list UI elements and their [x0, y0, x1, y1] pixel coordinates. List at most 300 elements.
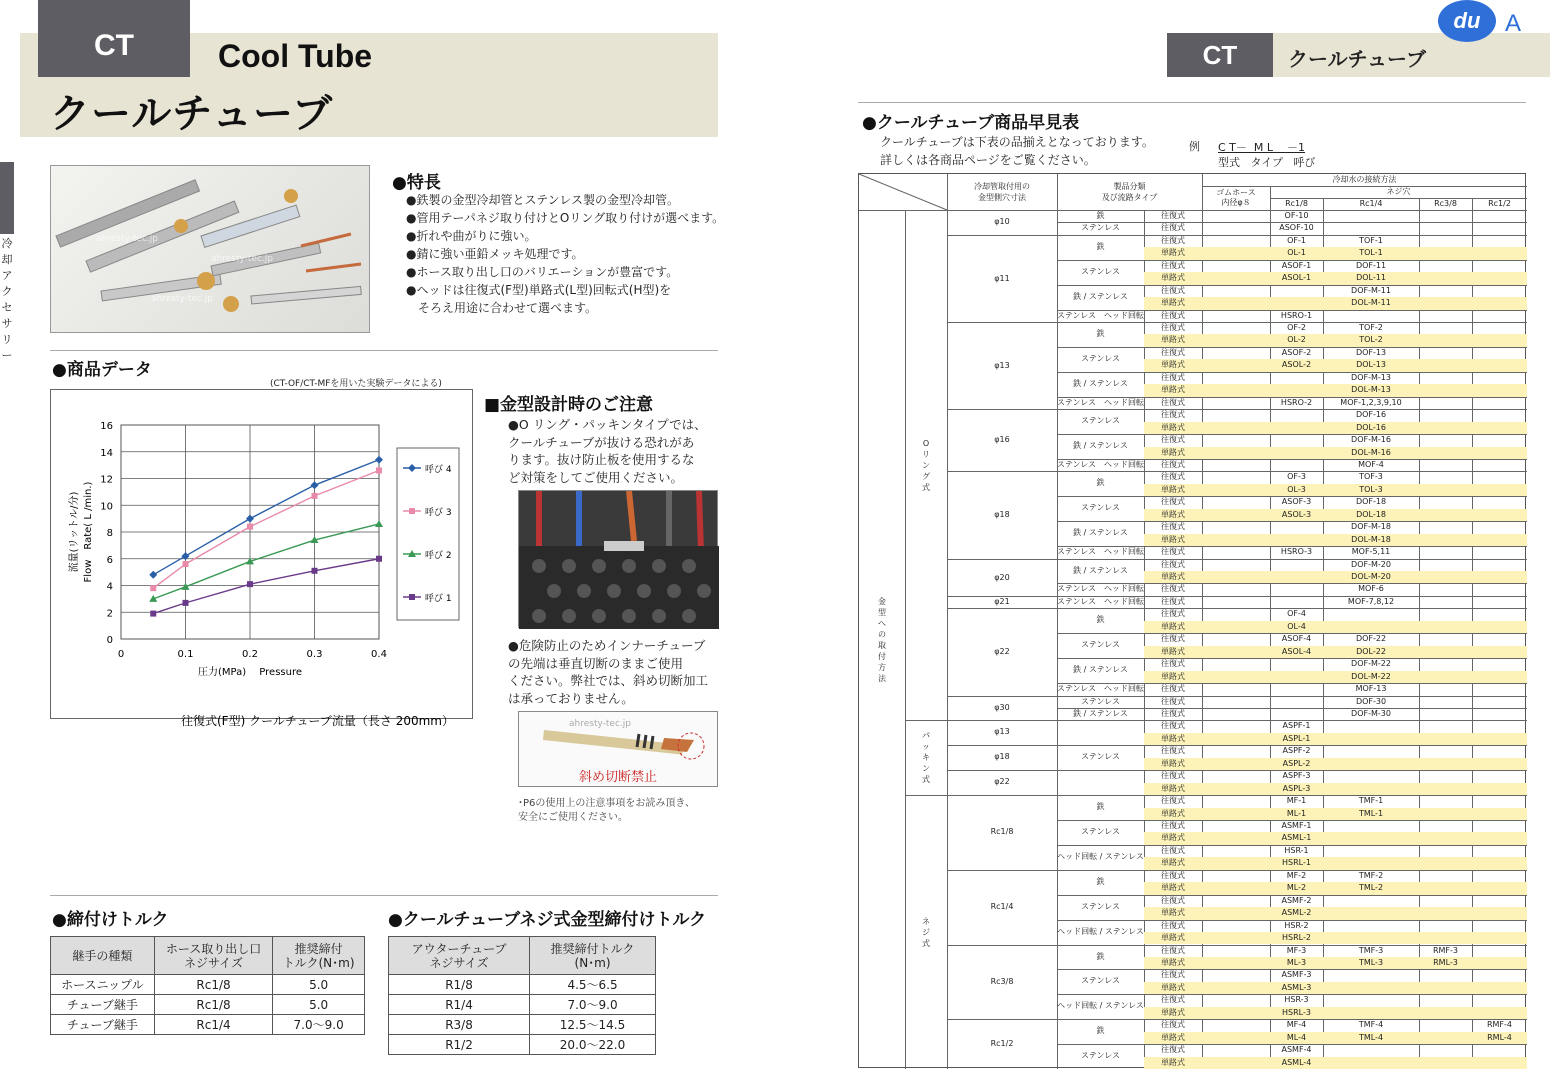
header-screw: ネジ穴	[1386, 187, 1411, 196]
product-code	[1323, 733, 1419, 745]
product-code: ML-2	[1270, 882, 1323, 894]
product-code	[1472, 596, 1527, 608]
product-code	[1472, 882, 1527, 894]
product-code	[1419, 359, 1472, 371]
product-code	[1202, 720, 1270, 732]
product-code: TOL-1	[1323, 247, 1419, 259]
product-code	[1472, 820, 1527, 832]
product-code	[1419, 720, 1472, 732]
product-code	[1202, 509, 1270, 521]
product-category: 鉄 / ステンレス	[1073, 708, 1128, 718]
product-code	[1419, 260, 1472, 272]
product-code: HSRO-1	[1280, 310, 1313, 320]
product-code	[1419, 334, 1472, 346]
data-point	[376, 556, 382, 562]
product-code	[1202, 820, 1270, 832]
product-code	[1419, 596, 1472, 608]
product-code	[1202, 285, 1270, 297]
product-category: ステンレス	[1081, 976, 1120, 986]
product-code: DOF-11	[1355, 260, 1387, 270]
product-code	[1202, 982, 1270, 994]
product-code: ASOF-1	[1281, 260, 1312, 270]
product-code	[1419, 422, 1472, 434]
group-outer: 金 型 へ の 取 付 方 法	[878, 596, 886, 683]
table-cell: R3/8	[389, 1015, 530, 1035]
product-code	[1202, 733, 1270, 745]
flow-type: 単路式	[1144, 671, 1202, 683]
product-code	[1472, 521, 1527, 533]
product-code	[1270, 384, 1323, 396]
product-code: OF-2	[1287, 323, 1306, 333]
product-code	[1323, 895, 1419, 907]
feature-item: ●ヘッドは往復式(F型)単路式(L型)回転式(H型)を	[406, 283, 672, 297]
product-code	[1419, 1057, 1472, 1069]
header-c2: Rc1/4	[1359, 199, 1383, 208]
product-code	[1472, 559, 1527, 571]
product-code: ASOF-10	[1279, 223, 1314, 233]
product-code	[1472, 297, 1527, 309]
product-code	[1472, 459, 1527, 471]
y-tick-label: 12	[100, 474, 113, 486]
product-code	[1472, 247, 1527, 259]
product-code	[1323, 222, 1419, 234]
data-note: (CT-OF/CT-MFを用いた実験データによる)	[270, 379, 442, 389]
product-code: MOF-13	[1355, 684, 1387, 694]
product-code	[1202, 359, 1270, 371]
product-code: DOF-M-22	[1351, 659, 1391, 669]
product-code	[1419, 484, 1472, 496]
product-code	[1472, 285, 1527, 297]
product-code: TML-3	[1323, 957, 1419, 969]
x-tick-label: 0.1	[177, 649, 194, 660]
table-cell: 7.0～9.0	[530, 995, 656, 1015]
product-code: ASPF-3	[1282, 771, 1311, 781]
hole-size: φ11	[994, 273, 1010, 283]
product-category: 鉄	[1096, 802, 1105, 812]
torque-table	[50, 936, 365, 1035]
product-code	[1472, 708, 1527, 720]
side-tab	[0, 162, 14, 234]
product-code	[1202, 957, 1270, 969]
product-code	[1419, 247, 1472, 259]
flow-type: 往復式	[1161, 347, 1185, 357]
product-code	[1472, 471, 1527, 483]
screw-torque-table	[388, 936, 656, 1055]
product-code	[1202, 484, 1270, 496]
product-code	[1202, 633, 1270, 645]
product-code: HSR-1	[1284, 845, 1309, 855]
product-code	[1202, 272, 1270, 284]
product-code: DOL-M-20	[1323, 571, 1419, 583]
product-code: HSR-2	[1284, 920, 1309, 930]
flow-type: 単路式	[1144, 907, 1202, 919]
product-code: DOF-13	[1355, 347, 1387, 357]
product-code	[1472, 571, 1527, 583]
product-code	[1419, 646, 1472, 658]
product-code: TOL-2	[1323, 334, 1419, 346]
product-code	[1419, 671, 1472, 683]
table-cell: 5.0	[273, 975, 365, 995]
du-app-icon[interactable]: du	[1438, 0, 1496, 42]
hole-size: φ16	[994, 435, 1010, 445]
flow-type: 往復式	[1161, 708, 1185, 718]
screw-torque-heading: ●クールチューブネジ式金型締付けトルク	[388, 910, 707, 930]
data-point	[150, 611, 156, 617]
product-code	[1472, 870, 1527, 882]
product-code	[1419, 982, 1472, 994]
caution-line: クールチューブが抜ける恐れがあ	[508, 434, 695, 450]
product-code	[1472, 733, 1527, 745]
product-code	[1472, 310, 1527, 322]
product-code	[1202, 534, 1270, 546]
product-code	[1270, 571, 1323, 583]
table-cell: ホースニップル	[51, 975, 155, 995]
flow-type: 単路式	[1144, 297, 1202, 309]
table-row	[389, 1035, 656, 1055]
hole-size: φ18	[994, 752, 1010, 762]
product-code	[1202, 646, 1270, 658]
product-category: 鉄	[1096, 478, 1105, 488]
product-code: HSRO-3	[1280, 547, 1313, 557]
product-code	[1472, 783, 1527, 795]
product-code	[1202, 334, 1270, 346]
flow-type: 単路式	[1144, 932, 1202, 944]
product-code	[1419, 969, 1472, 981]
flow-type: 単路式	[1144, 571, 1202, 583]
data-point	[183, 561, 189, 567]
translate-a-icon[interactable]: A	[1505, 10, 1522, 37]
feature-item: ●錆に強い亜鉛メッキ処理です。	[406, 247, 584, 261]
product-code	[1472, 409, 1527, 421]
product-code	[1419, 633, 1472, 645]
product-code	[1472, 720, 1527, 732]
product-code	[1323, 907, 1419, 919]
product-code: TMF-4	[1358, 1020, 1384, 1030]
flow-type: 往復式	[1161, 870, 1185, 880]
product-code	[1202, 945, 1270, 957]
caution-line: ります。抜け防止板を使用するな	[508, 452, 695, 467]
product-category: ステンレス	[1081, 416, 1120, 426]
flow-type: 単路式	[1144, 359, 1202, 371]
product-code: ASOL-1	[1270, 272, 1323, 284]
product-code	[1419, 708, 1472, 720]
product-code: DOF-M-20	[1351, 559, 1391, 569]
product-code: MOF-7,8,12	[1347, 596, 1395, 606]
product-code: ASMF-2	[1281, 895, 1312, 905]
product-code	[1419, 683, 1472, 695]
y-tick-label: 8	[106, 528, 113, 539]
data-point	[312, 493, 318, 499]
product-code	[1472, 932, 1527, 944]
flow-type: 往復式	[1161, 310, 1185, 320]
product-code	[1472, 907, 1527, 919]
product-code: MF-3	[1286, 945, 1307, 955]
product-code	[1202, 708, 1270, 720]
feature-item: ●ホース取り出し口のバリエーションが豊富です。	[406, 265, 679, 279]
product-code: TMF-3	[1358, 945, 1384, 955]
product-code: HSRL-3	[1270, 1007, 1323, 1019]
diagonal-cut-image	[518, 711, 718, 787]
product-category: ステンレス	[1081, 696, 1120, 706]
x-tick-label: 0	[117, 649, 125, 660]
flow-type: 単路式	[1144, 509, 1202, 521]
table-header: アウターチューブ ネジサイズ	[389, 937, 530, 975]
table-cell: R1/2	[389, 1035, 530, 1055]
divider	[50, 895, 718, 896]
flow-type: 往復式	[1161, 285, 1185, 295]
product-code	[1472, 322, 1527, 334]
product-code	[1472, 372, 1527, 384]
product-code: DOF-16	[1355, 410, 1387, 420]
product-code: DOF-22	[1355, 634, 1387, 644]
product-code	[1202, 845, 1270, 857]
legend-label: 呼び 4	[425, 465, 452, 475]
flow-type: 往復式	[1161, 895, 1185, 905]
caution-line: の先端は垂直切断のままご使用	[508, 655, 684, 671]
product-code: DOF-M-18	[1351, 522, 1391, 532]
product-category: ステンレス ヘッド回転	[1057, 397, 1144, 407]
product-code	[1202, 1019, 1270, 1031]
product-code	[1419, 222, 1472, 234]
flow-type: 単路式	[1144, 832, 1202, 844]
product-code	[1419, 1032, 1472, 1044]
product-code	[1270, 596, 1323, 608]
product-code: DOF-M-30	[1351, 708, 1391, 718]
english-title: Cool Tube	[218, 38, 373, 74]
flow-type: 往復式	[1161, 435, 1185, 445]
product-code: RML-3	[1419, 957, 1472, 969]
product-code	[1419, 770, 1472, 782]
product-code	[1419, 808, 1472, 820]
product-code	[1419, 272, 1472, 284]
hole-size: φ20	[994, 572, 1010, 582]
product-code	[1202, 397, 1270, 409]
product-code	[1202, 1032, 1270, 1044]
y-tick-label: 16	[100, 421, 113, 432]
product-category: ステンレス	[1081, 901, 1120, 911]
product-code	[1472, 758, 1527, 770]
product-code: OL-4	[1270, 621, 1323, 633]
y-axis-label: Flow Rate( L /min.)	[83, 481, 94, 583]
product-code	[1472, 334, 1527, 346]
flow-type: 往復式	[1161, 634, 1185, 644]
product-code: DOF-30	[1355, 696, 1387, 706]
flow-type: 往復式	[1161, 995, 1185, 1005]
y-tick-label: 2	[106, 608, 113, 620]
product-code	[1419, 621, 1472, 633]
flow-type: 単路式	[1144, 758, 1202, 770]
product-code	[1202, 596, 1270, 608]
product-code	[1472, 484, 1527, 496]
product-code	[1270, 708, 1323, 720]
product-code: RML-4	[1472, 1032, 1527, 1044]
product-code	[1323, 745, 1419, 757]
table-cell: R1/8	[389, 975, 530, 995]
product-code: ASMF-4	[1281, 1045, 1312, 1055]
product-code	[1202, 260, 1270, 272]
data-point	[409, 594, 415, 600]
product-code	[1202, 770, 1270, 782]
product-code	[1323, 210, 1419, 222]
product-code: TML-1	[1323, 808, 1419, 820]
product-code: OF-3	[1287, 472, 1306, 482]
product-code: TOF-2	[1359, 323, 1383, 333]
product-code	[1323, 621, 1419, 633]
product-code	[1202, 310, 1270, 322]
flow-type: 単路式	[1144, 621, 1202, 633]
product-code	[1202, 384, 1270, 396]
product-code	[1472, 222, 1527, 234]
table-row	[389, 995, 656, 1015]
product-code	[1419, 1019, 1472, 1031]
product-code: MF-4	[1286, 1020, 1307, 1030]
data-point	[376, 467, 382, 473]
product-code	[1472, 671, 1527, 683]
right-title: クールチューブ	[1288, 47, 1426, 71]
data-point	[312, 568, 318, 574]
product-code	[1202, 434, 1270, 446]
hole-size: φ21	[994, 596, 1010, 606]
product-code	[1270, 534, 1323, 546]
flow-type: 往復式	[1161, 746, 1185, 756]
flow-type: 単路式	[1144, 982, 1202, 994]
cool-tube-illustration	[51, 166, 371, 334]
product-code	[1419, 347, 1472, 359]
table-row	[389, 975, 656, 995]
torque-heading: ●締付けトルク	[52, 910, 169, 930]
product-code: ML-1	[1270, 808, 1323, 820]
feature-item: ●管用テーパネジ取り付けとOリング取り付けが選べます。	[406, 211, 725, 225]
product-code	[1472, 534, 1527, 546]
product-photo	[50, 165, 370, 333]
product-code: ASOF-2	[1281, 347, 1312, 357]
product-code	[1270, 434, 1323, 446]
product-code: OL-1	[1270, 247, 1323, 259]
product-code: MF-2	[1286, 870, 1307, 880]
product-code: HSRL-1	[1270, 857, 1323, 869]
product-code	[1270, 521, 1323, 533]
product-category: 鉄 / ステンレス	[1073, 378, 1128, 388]
product-code	[1323, 820, 1419, 832]
header-size: 冷却管取付用の 金型側穴寸法	[974, 182, 1030, 202]
product-code: ASPF-1	[1282, 721, 1311, 731]
product-code: ASOL-3	[1270, 509, 1323, 521]
product-code	[1472, 696, 1527, 708]
product-code	[1472, 1057, 1527, 1069]
product-code	[1472, 1007, 1527, 1019]
product-code: ASPL-1	[1270, 733, 1323, 745]
y-tick-label: 0	[106, 635, 113, 646]
product-code	[1472, 359, 1527, 371]
product-category: ヘッド回転 / ステンレス	[1057, 1001, 1144, 1011]
flow-type: 単路式	[1144, 484, 1202, 496]
product-code	[1202, 795, 1270, 807]
product-code	[1323, 969, 1419, 981]
product-code	[1202, 322, 1270, 334]
product-code	[1472, 272, 1527, 284]
product-code	[1419, 397, 1472, 409]
page-title: クールチューブ	[50, 91, 333, 137]
legend-label: 呼び 3	[425, 508, 452, 518]
product-code	[1472, 982, 1527, 994]
flow-type: 単路式	[1144, 534, 1202, 546]
flow-type: 往復式	[1161, 796, 1185, 806]
product-code	[1419, 285, 1472, 297]
x-tick-label: 0.2	[242, 649, 258, 660]
product-code: TML-4	[1323, 1032, 1419, 1044]
table-header: ホース取り出し口 ネジサイズ	[154, 937, 272, 975]
flow-type: 往復式	[1161, 459, 1185, 469]
product-code	[1419, 297, 1472, 309]
product-code	[1202, 546, 1270, 558]
hole-size: Rc1/8	[990, 827, 1014, 837]
table-header: 推奨締付 トルク(N･m)	[273, 937, 365, 975]
table-cell: チューブ継手	[51, 995, 155, 1015]
product-code	[1472, 920, 1527, 932]
hole-size: φ18	[994, 510, 1010, 520]
grid-hline	[947, 745, 1144, 746]
product-code	[1270, 559, 1323, 571]
hole-size: φ13	[994, 727, 1010, 737]
caution-text-1	[508, 416, 720, 486]
product-code	[1202, 783, 1270, 795]
product-code: DOF-18	[1355, 497, 1387, 507]
product-code	[1472, 621, 1527, 633]
product-code	[1419, 459, 1472, 471]
product-code	[1202, 907, 1270, 919]
product-code	[1472, 808, 1527, 820]
product-code	[1323, 1007, 1419, 1019]
product-code	[1419, 758, 1472, 770]
product-code	[1202, 422, 1270, 434]
hole-size: Rc3/8	[990, 976, 1014, 986]
product-code	[1472, 683, 1527, 695]
y-axis-label: 流量(リットル/分)	[69, 491, 80, 573]
grid-hline	[1270, 198, 1527, 199]
watermark: ahresty-tec.jp	[151, 294, 213, 304]
caution-heading: ■金型設計時のご注意	[484, 395, 654, 415]
product-code	[1472, 546, 1527, 558]
example-label: 例	[1189, 140, 1200, 153]
product-code: HSRO-2	[1280, 397, 1313, 407]
product-category: ステンレス ヘッド回転	[1057, 684, 1144, 694]
product-code	[1323, 720, 1419, 732]
product-category: ステンレス	[1081, 752, 1120, 762]
product-code	[1323, 982, 1419, 994]
product-code	[1202, 745, 1270, 757]
flow-type: 往復式	[1161, 547, 1185, 557]
flow-chart-svg	[51, 390, 472, 728]
product-code: ASML-4	[1270, 1057, 1323, 1069]
product-code	[1323, 1044, 1419, 1056]
product-code: DOF-M-13	[1351, 372, 1391, 382]
header-connection: 冷却水の接続方法	[1332, 175, 1397, 184]
product-code	[1472, 957, 1527, 969]
product-category: ステンレス ヘッド回転	[1057, 310, 1144, 320]
product-code	[1270, 671, 1323, 683]
side-char: リ	[1, 333, 13, 346]
product-category: 鉄	[1096, 211, 1105, 220]
product-code: DOF-M-16	[1351, 435, 1391, 445]
product-code: DOL-M-22	[1323, 671, 1419, 683]
side-char: 却	[1, 253, 13, 266]
product-code: MOF-4	[1358, 459, 1384, 469]
header-hose: ゴムホース 内径φ８	[1216, 188, 1256, 207]
product-code	[1472, 509, 1527, 521]
example-code: C T－ M L －1	[1218, 141, 1305, 154]
x-axis-label: 圧力(MPa) Pressure	[197, 667, 303, 678]
product-code	[1202, 297, 1270, 309]
